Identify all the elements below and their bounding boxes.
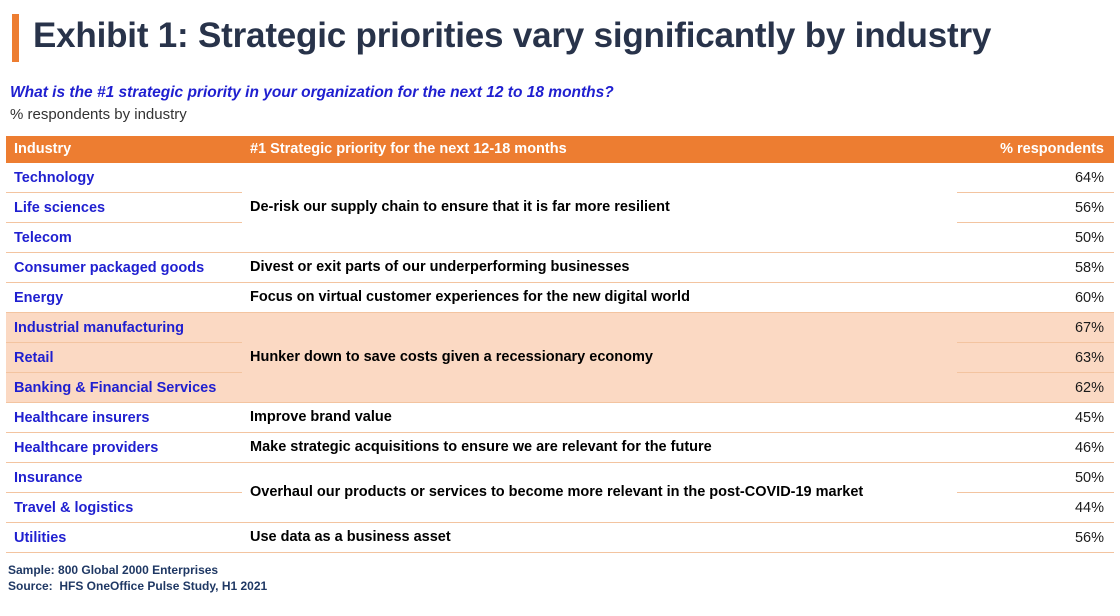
survey-unit-label: % respondents by industry [10,106,187,124]
title-row [12,14,1120,62]
title-accent-bar [12,14,19,62]
respondents-cell: 56% [957,523,1114,553]
table-row [6,463,1114,493]
column-header-priority: #1 Strategic priority for the next 12-18 months [242,136,957,163]
priority-cell: Make strategic acquisitions to ensure we are relevant for the future [242,433,957,463]
industry-cell: Insurance [6,463,242,493]
industry-cell: Industrial manufacturing [6,313,242,343]
priority-cell: De-risk our supply chain to ensure that it is far more resilient [242,163,957,253]
industry-cell: Energy [6,283,242,313]
priority-cell: Overhaul our products or services to become more relevant in the post-COVID-19 market [242,463,957,523]
table-row [6,253,1114,283]
respondents-cell: 46% [957,433,1114,463]
page-title: Exhibit 1: Strategic priorities vary significantly by industry [33,16,992,55]
respondents-cell: 58% [957,253,1114,283]
exhibit-page [0,14,1120,616]
respondents-cell: 62% [957,373,1114,403]
industry-cell: Healthcare insurers [6,403,242,433]
table-row [6,163,1114,193]
industry-cell: Utilities [6,523,242,553]
footnotes [8,562,1120,594]
survey-question: What is the #1 strategic priority in your organization for the next 12 to 18 months? [10,84,614,102]
sample-note: Sample: 800 Global 2000 Enterprises [8,563,219,578]
industry-cell: Retail [6,343,242,373]
priority-cell: Focus on virtual customer experiences for the new digital world [242,283,957,313]
priorities-table-wrap [6,136,1114,553]
table-row [6,313,1114,343]
industry-cell: Technology [6,163,242,193]
table-row [6,403,1114,433]
respondents-cell: 50% [957,223,1114,253]
respondents-cell: 56% [957,193,1114,223]
industry-cell: Healthcare providers [6,433,242,463]
table-row [6,283,1114,313]
table-row [6,523,1114,553]
industry-cell: Telecom [6,223,242,253]
priority-cell: Divest or exit parts of our underperforming businesses [242,253,957,283]
industry-cell: Life sciences [6,193,242,223]
industry-cell: Travel & logistics [6,493,242,523]
priority-cell: Improve brand value [242,403,957,433]
column-header-respondents: % respondents [957,136,1114,163]
industry-cell: Consumer packaged goods [6,253,242,283]
respondents-cell: 45% [957,403,1114,433]
respondents-cell: 63% [957,343,1114,373]
industry-cell: Banking & Financial Services [6,373,242,403]
respondents-cell: 64% [957,163,1114,193]
priority-cell: Use data as a business asset [242,523,957,553]
respondents-cell: 44% [957,493,1114,523]
source-note: Source: HFS OneOffice Pulse Study, H1 2021 [8,579,268,594]
table-header [6,136,1114,163]
table-body [6,163,1114,553]
respondents-cell: 67% [957,313,1114,343]
table-row [6,433,1114,463]
table-header-row [6,136,1114,163]
priority-cell: Hunker down to save costs given a recessionary economy [242,313,957,403]
priorities-table [6,136,1114,553]
respondents-cell: 50% [957,463,1114,493]
respondents-cell: 60% [957,283,1114,313]
column-header-industry: Industry [6,136,242,163]
